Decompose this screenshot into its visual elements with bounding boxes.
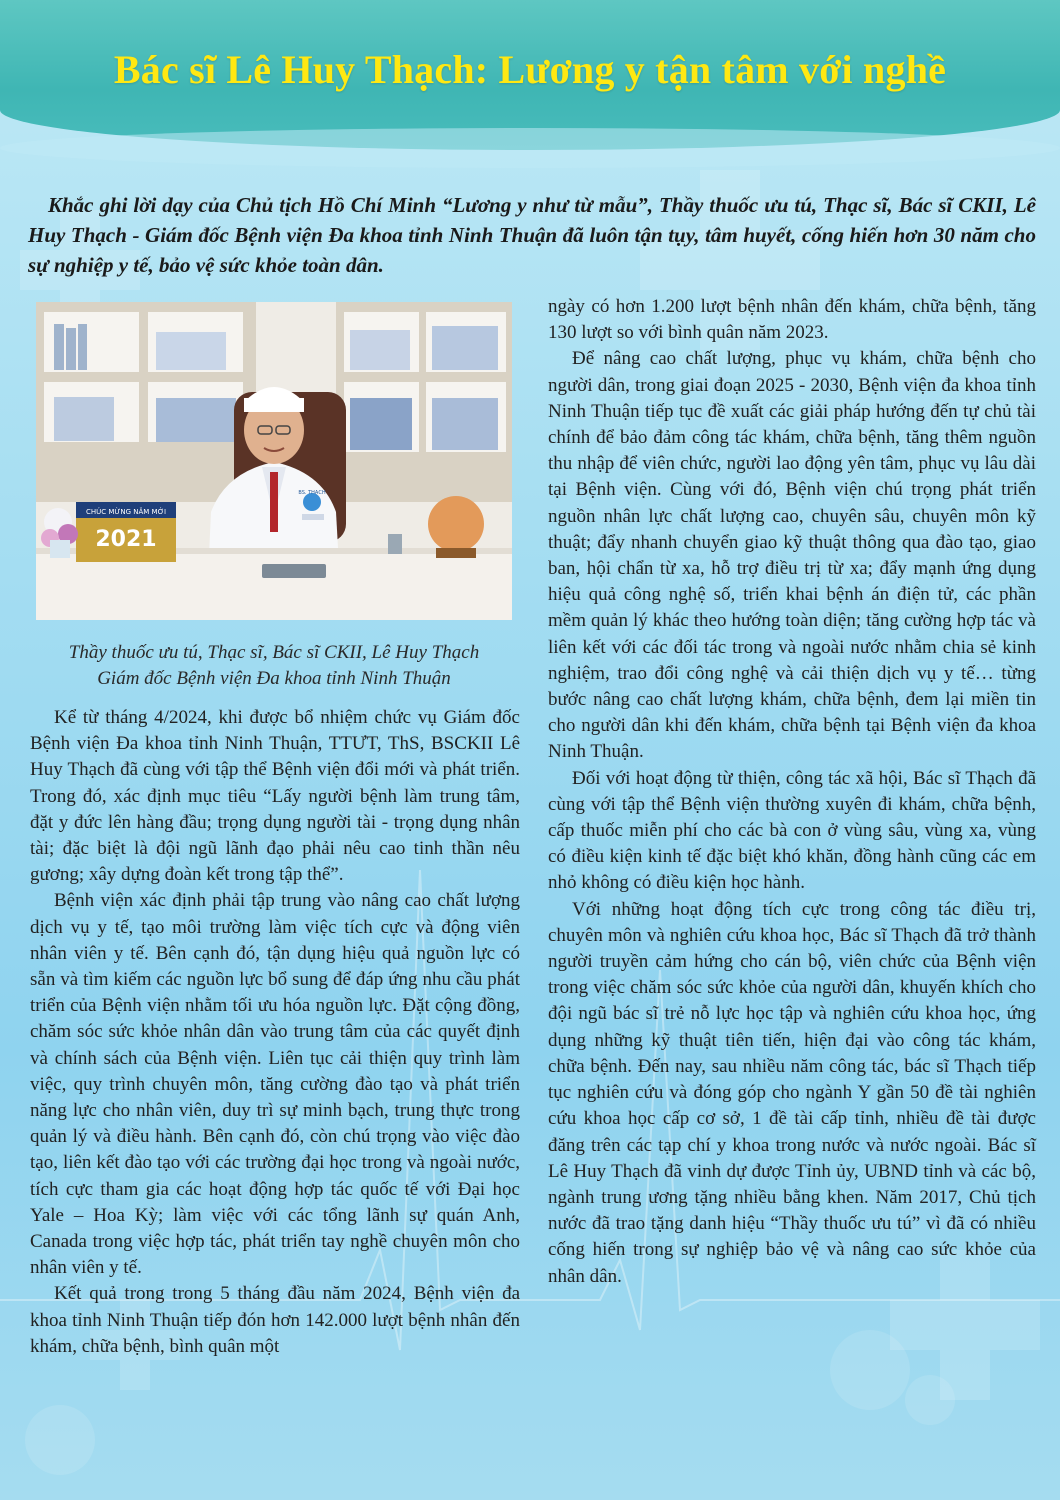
calendar-year: 2021 — [95, 527, 157, 552]
body-column-right — [548, 294, 1036, 1290]
body-paragraph: Để nâng cao chất lượng, phục vụ khám, chữa bệnh cho người dân, trong giai đoạn 2025 - 2030, Bệnh viện đa khoa tỉnh Ninh Thuận tiếp tục đề xuất các giải pháp hướng đến tự chủ tài chính để bảo đảm công tác khám, chữa bệnh, tăng thêm nguồn thu nhập để viên chức, người lao động yên tâm, phục vụ lâu dài tại Bệnh viện. Cùng với đó, Bệnh viện chú trọng phát triển nguồn nhân lực chất lượng cao, chuyên sâu, chuyên môn kỹ thuật; đẩy nhanh chuyển giao kỹ thuật thông qua đào tạo, giao ban, hội chẩn từ xa, hỗ trợ điều trị từ xa; đẩy mạnh ứng dụng hiệu quả công nghệ số, triển khai bệnh án điện tử, các phần mềm quản lý khác theo hướng toàn diện; tăng cường hợp tác và liên kết với các đối tác trong và ngoài nước nhằm chia sẻ kinh nghiệm, trao đổi công nghệ và cải thiện dịch vụ y tế… từng bước nâng cao chất lượng khám, chữa bệnh, đem lại miền tin cho người dân khi đến khám, chữa bệnh tại Bệnh viện đa khoa Ninh Thuận. — [548, 348, 1036, 763]
body-paragraph: Đối với hoạt động từ thiện, công tác xã hội, Bác sĩ Thạch đã cùng với tập thể Bệnh viện thường xuyên đi khám, chữa bệnh, cấp thuốc miễn phí cho các bà con ở vùng sâu, vùng xa, vùng có điều kiện kinh tế đặc biệt khó khăn, đồng hành cũng các em nhỏ không có điều kiện học hành. — [548, 767, 1036, 894]
body-paragraph: Bệnh viện xác định phải tập trung vào nâng cao chất lượng dịch vụ y tế, tạo môi trường làm việc tích cực và động viên nhân viên y tế. Bên cạnh đó, tận dụng hiệu quả nguồn lực có sẵn và tìm kiếm các nguồn lực bổ sung để đáp ứng nhu cầu phát triển của Bệnh viện nhằm tối ưu hóa nguồn lực. Đặt cộng đồng, chăm sóc sức khỏe nhân dân vào trung tâm của các quyết định và chính sách của Bệnh viện. Liên tục cải thiện quy trình làm việc, quy trình chuyên môn, tăng cường đào tạo và phát triển năng lực cho nhân viên, duy trì sự minh bạch, trung thực trong quản lý và điều hành. Bên cạnh đó, còn chú trọng vào việc đào tạo, liên kết đào tạo với các trường đại học trong và ngoài nước, tích cực tham gia các hoạt động hợp tác quốc tế với Đại học Yale – Hoa Kỳ; làm việc với các tổng lãnh sự quán Anh, Canada trong việc hợp tác, phát triển tay nghề chuyên môn cho nhân viên y tế. — [30, 890, 520, 1279]
name-badge: BS. THẠCH — [298, 490, 326, 496]
body-paragraph: Với những hoạt động tích cực trong công tác điều trị, chuyên môn và nghiên cứu khoa học, Bác sĩ Thạch đã trở thành người truyền cảm hứng cho cán bộ, viên chức của Bệnh viện trong việc chăm sóc sức khỏe của người dân, khuyến khích cho đội ngũ bác sĩ trẻ nỗ lực học tập và nghiên cứu khoa học, ứng dụng những kỹ thuật tiên tiến, hiện đại vào công tác khám, chữa bệnh. Đến nay, sau nhiều năm công tác, bác sĩ Thạch tiếp tục nghiên cứu và đóng góp cho ngành Y gần 50 đề tài nghiên cứu khoa học cấp cơ sở, 1 đề tài cấp tỉnh, nhiều đề tài được đăng trên các tạp chí y khoa trong nước và nước ngoài. Bác sĩ Lê Huy Thạch đã vinh dự được Tỉnh ủy, UBND tỉnh và các bộ, ngành trung ương tặng nhiều bằng khen. Năm 2017, Chủ tịch nước đã trao tặng danh hiệu “Thầy thuốc ưu tú” vì đã có nhiều cống hiến trong sự nghiệp bảo vệ và nâng cao sức khỏe của nhân dân. — [548, 898, 1036, 1287]
body-column-left — [30, 705, 520, 1360]
lead-paragraph: Khắc ghi lời dạy của Chủ tịch Hồ Chí Minh “Lương y như từ mẫu”, Thầy thuốc ưu tú, Thạc sĩ, Bác sĩ CKII, Lê Huy Thạch - Giám đốc Bệnh viện Đa khoa tỉnh Ninh Thuận đã luôn tận tụy, tâm huyết, cống hiến hơn 30 năm cho sự nghiệp y tế, bảo vệ sức khỏe toàn dân. — [28, 193, 1036, 277]
calendar-caption: CHÚC MỪNG NĂM MỚI — [85, 508, 167, 516]
body-paragraph: Kể từ tháng 4/2024, khi được bổ nhiệm chức vụ Giám đốc Bệnh viện Đa khoa tỉnh Ninh Thuận, TTƯT, ThS, BSCKII Lê Huy Thạch đã cùng với tập thể Bệnh viện đổi mới và phát triển. Trong đó, xác định mục tiêu “Lấy người bệnh làm trung tâm, đặt y đức lên hàng đầu; trọng dụng người tài - trọng dụng nhân tài; đặc biệt là đội ngũ lãnh đạo phải nêu cao tinh thần nêu gương; xây dựng đoàn kết trong tập thể”. — [30, 707, 520, 886]
body-paragraph-continued: ngày có hơn 1.200 lượt bệnh nhân đến khám, chữa bệnh, tăng 130 lượt so với bình quân năm 2023. — [548, 296, 1036, 344]
caption-line-2: Giám đốc Bệnh viện Đa khoa tỉnh Ninh Thuận — [97, 668, 451, 689]
photo-caption — [30, 640, 518, 692]
body-paragraph: Kết quả trong trong 5 tháng đầu năm 2024, Bệnh viện đa khoa tỉnh Ninh Thuận tiếp đón hơn 142.000 lượt bệnh nhân đến khám, chữa bệnh, bình quân một — [30, 1283, 520, 1357]
page-title: Bác sĩ Lê Huy Thạch: Lương y tận tâm với nghề — [113, 47, 947, 92]
caption-line-1: Thầy thuốc ưu tú, Thạc sĩ, Bác sĩ CKII, Lê Huy Thạch — [68, 642, 480, 663]
doctor-photo — [36, 302, 512, 620]
